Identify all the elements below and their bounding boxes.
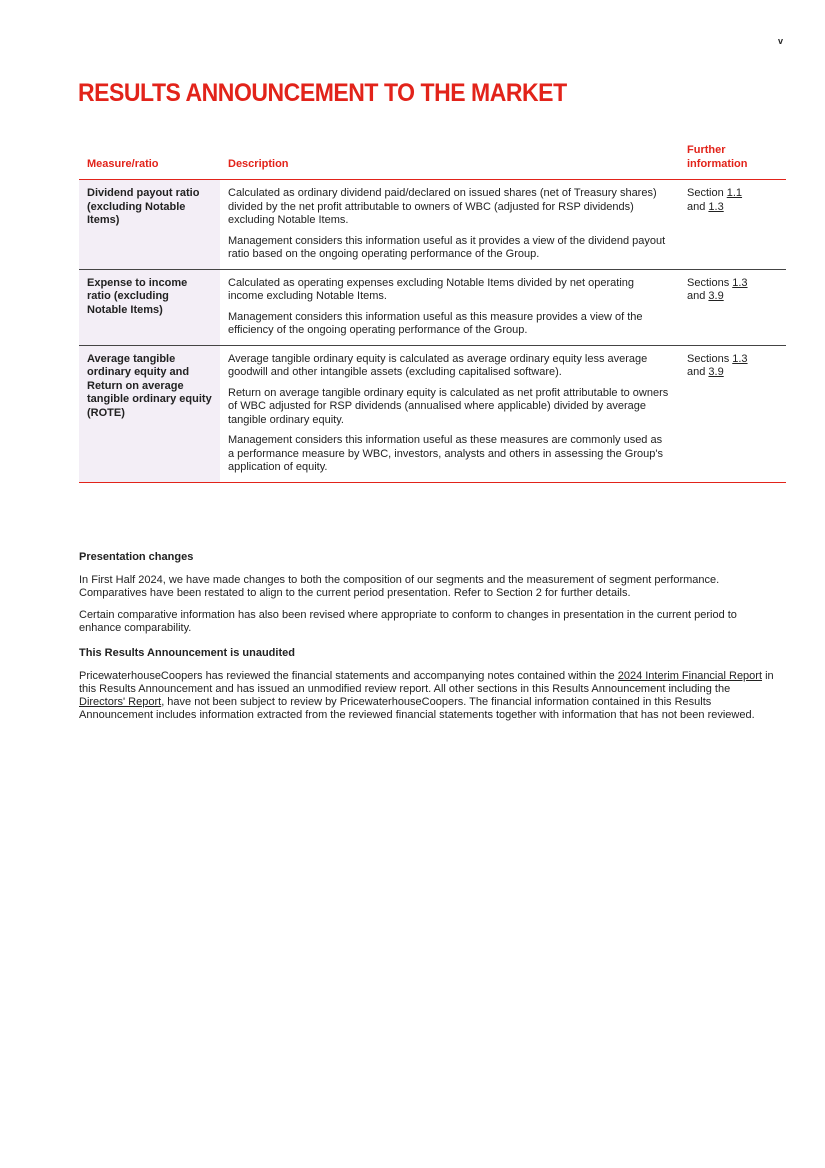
section-link[interactable]: 1.1	[726, 187, 743, 199]
unaudited-heading: This Results Announcement is unaudited	[79, 647, 295, 659]
presentation-heading: Presentation changes	[79, 551, 194, 563]
table-row	[79, 345, 786, 482]
header-further-information: Further information	[679, 144, 786, 180]
description-paragraph: Average tangible ordinary equity is calculated as average ordinary equity less average goodwill and other intangible assets (excluding capitalised software).	[228, 352, 648, 378]
ref-prefix: Sections	[687, 276, 733, 289]
measures-table	[79, 144, 786, 483]
ref-and: and	[687, 200, 709, 213]
measure-cell: Dividend payout ratio (excluding Notable Items)	[79, 180, 220, 270]
header-measure: Measure/ratio	[79, 144, 220, 180]
unaudited-text: PricewaterhouseCoopers has reviewed the financial statements and accompanying notes contained within the	[79, 670, 618, 682]
ref-and: and	[687, 366, 709, 378]
page-title: RESULTS ANNOUNCEMENT TO THE MARKET	[78, 79, 567, 107]
further-info-cell	[679, 345, 786, 482]
table-header-row	[79, 144, 786, 180]
further-info-cell	[679, 180, 786, 270]
page-number: v	[778, 36, 784, 46]
further-info-cell	[679, 269, 786, 345]
section-link[interactable]: 3.9	[708, 366, 724, 378]
measure-cell: Expense to income ratio (excluding Notable Items)	[79, 269, 220, 345]
section-link[interactable]: 1.3	[732, 276, 748, 289]
header-description: Description	[220, 144, 679, 180]
section-link[interactable]: 1.3	[732, 352, 748, 365]
notes-section	[79, 551, 779, 731]
directors-report-link[interactable]: Directors' Report	[79, 696, 162, 708]
section-link[interactable]: 1.3	[708, 200, 724, 213]
ref-prefix: Section	[687, 187, 727, 199]
description-paragraph: Management considers this information useful as this measure provides a view of the efficiency of the ongoing operating performance of the Group.	[228, 310, 643, 336]
description-paragraph: Calculated as operating expenses excluding Notable Items divided by net operating income excluding Notable Items.	[228, 276, 635, 302]
interim-report-link[interactable]: 2024 Interim Financial Report	[617, 670, 763, 682]
description-paragraph: Calculated as ordinary dividend paid/declared on issued shares (net of Treasury shares) divided by the net profit attributable to owners of WBC (adjusted for RSP dividends) excluding Notable Items.	[228, 187, 657, 226]
description-paragraph: Return on average tangible ordinary equity is calculated as net profit attributable to owners of WBC adjusted for RSP dividends (annualised where applicable) divided by average tangible ordinary equity.	[228, 386, 669, 426]
description-paragraph: Management considers this information useful as these measures are commonly used as a performance measure by WBC, investors, analysts and others in assessing the Group's application of equity.	[228, 434, 663, 473]
table-row	[79, 269, 786, 345]
description-cell	[220, 180, 679, 270]
description-paragraph: Management considers this information useful as it provides a view of the dividend payout ratio based on the ongoing operating performance of the Group.	[228, 234, 666, 260]
description-cell	[220, 269, 679, 345]
section-link[interactable]: 3.9	[708, 290, 724, 302]
ref-prefix: Sections	[687, 352, 733, 365]
unaudited-text: in this Results Announcement and has issued an unmodified review report. All other sections in this Results Announcement including the	[79, 670, 774, 695]
ref-and: and	[687, 290, 709, 302]
description-cell	[220, 345, 679, 482]
presentation-paragraph: In First Half 2024, we have made changes to both the composition of our segments and the measurement of segment performance. Comparatives have been restated to align to the current period presentation. Refer to Section 2 for further details.	[79, 574, 720, 599]
unaudited-paragraph	[79, 670, 779, 722]
presentation-paragraph: Certain comparative information has also been revised where appropriate to conform to changes in presentation in the current period to enhance comparability.	[79, 609, 737, 634]
table-row	[79, 180, 786, 270]
unaudited-text: , have not been subject to review by PricewaterhouseCoopers. The financial information contained in this Results Announcement includes information extracted from the reviewed financial statements together with information that has not been reviewed.	[79, 696, 755, 721]
measure-cell: Average tangible ordinary equity and Return on average tangible ordinary equity (ROTE)	[79, 345, 220, 482]
